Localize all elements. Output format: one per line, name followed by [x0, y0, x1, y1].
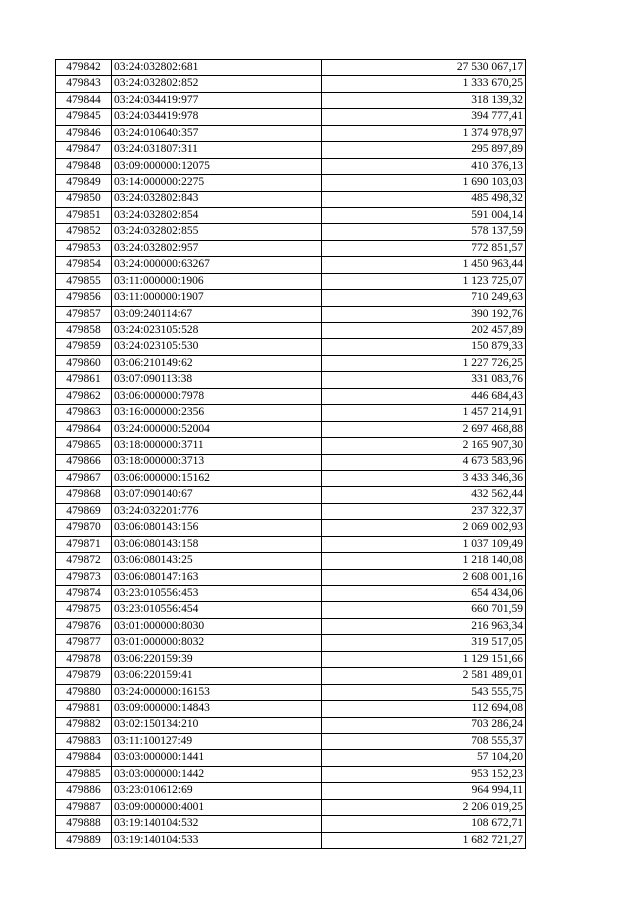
table-row: [56, 224, 526, 240]
cadastral-code-cell: 03:24:000000:16153: [112, 684, 322, 700]
table-row: [56, 109, 526, 125]
amount-cell: 2 165 907,30: [322, 438, 526, 454]
table-row: [56, 832, 526, 848]
table-row: [56, 339, 526, 355]
row-id-cell: 479861: [56, 372, 112, 388]
cadastral-code-cell: 03:06:220159:39: [112, 651, 322, 667]
cadastral-code-cell: 03:18:000000:3713: [112, 454, 322, 470]
cadastral-code-cell: 03:01:000000:8030: [112, 618, 322, 634]
table-row: [56, 240, 526, 256]
amount-cell: 1 123 725,07: [322, 273, 526, 289]
cadastral-code-cell: 03:24:000000:63267: [112, 257, 322, 273]
amount-cell: 2 069 002,93: [322, 520, 526, 536]
amount-cell: 216 963,34: [322, 618, 526, 634]
cadastral-code-cell: 03:06:220159:41: [112, 668, 322, 684]
row-id-cell: 479873: [56, 569, 112, 585]
row-id-cell: 479849: [56, 175, 112, 191]
row-id-cell: 479883: [56, 733, 112, 749]
table-row: [56, 438, 526, 454]
cadastral-code-cell: 03:03:000000:1442: [112, 766, 322, 782]
table-row: [56, 569, 526, 585]
amount-cell: 1 218 140,08: [322, 553, 526, 569]
amount-cell: 1 682 721,27: [322, 832, 526, 848]
table-row: [56, 175, 526, 191]
table-row: [56, 487, 526, 503]
table-row: [56, 355, 526, 371]
cadastral-code-cell: 03:24:031807:311: [112, 142, 322, 158]
table-row: [56, 290, 526, 306]
amount-cell: 591 004,14: [322, 207, 526, 223]
row-id-cell: 479888: [56, 816, 112, 832]
row-id-cell: 479874: [56, 586, 112, 602]
row-id-cell: 479867: [56, 470, 112, 486]
row-id-cell: 479847: [56, 142, 112, 158]
table-row: [56, 503, 526, 519]
table-row: [56, 60, 526, 76]
amount-cell: 27 530 067,17: [322, 60, 526, 76]
amount-cell: 394 777,41: [322, 109, 526, 125]
amount-cell: 1 129 151,66: [322, 651, 526, 667]
cadastral-code-cell: 03:24:032802:854: [112, 207, 322, 223]
cadastral-code-cell: 03:09:000000:14843: [112, 701, 322, 717]
cadastral-code-cell: 03:24:034419:978: [112, 109, 322, 125]
row-id-cell: 479865: [56, 438, 112, 454]
cadastral-code-cell: 03:18:000000:3711: [112, 438, 322, 454]
amount-cell: 237 322,37: [322, 503, 526, 519]
cadastral-code-cell: 03:23:010556:454: [112, 602, 322, 618]
table-row: [56, 388, 526, 404]
row-id-cell: 479854: [56, 257, 112, 273]
cadastral-code-cell: 03:24:032802:843: [112, 191, 322, 207]
table-row: [56, 191, 526, 207]
amount-cell: 108 672,71: [322, 816, 526, 832]
row-id-cell: 479863: [56, 405, 112, 421]
cadastral-code-cell: 03:02:150134:210: [112, 717, 322, 733]
row-id-cell: 479866: [56, 454, 112, 470]
table-row: [56, 306, 526, 322]
cadastral-code-cell: 03:09:000000:4001: [112, 799, 322, 815]
table-row: [56, 766, 526, 782]
row-id-cell: 479855: [56, 273, 112, 289]
row-id-cell: 479878: [56, 651, 112, 667]
table-row: [56, 717, 526, 733]
row-id-cell: 479885: [56, 766, 112, 782]
table-row: [56, 618, 526, 634]
row-id-cell: 479844: [56, 92, 112, 108]
cadastral-code-cell: 03:24:023105:528: [112, 323, 322, 339]
amount-cell: 331 083,76: [322, 372, 526, 388]
amount-cell: 3 433 346,36: [322, 470, 526, 486]
table-row: [56, 323, 526, 339]
row-id-cell: 479856: [56, 290, 112, 306]
table-row: [56, 76, 526, 92]
table-row: [56, 816, 526, 832]
row-id-cell: 479882: [56, 717, 112, 733]
amount-cell: 1 450 963,44: [322, 257, 526, 273]
cadastral-code-cell: 03:24:034419:977: [112, 92, 322, 108]
table-row: [56, 142, 526, 158]
amount-cell: 772 851,57: [322, 240, 526, 256]
row-id-cell: 479880: [56, 684, 112, 700]
cadastral-code-cell: 03:16:000000:2356: [112, 405, 322, 421]
table-row: [56, 750, 526, 766]
row-id-cell: 479860: [56, 355, 112, 371]
row-id-cell: 479879: [56, 668, 112, 684]
row-id-cell: 479875: [56, 602, 112, 618]
amount-cell: 2 206 019,25: [322, 799, 526, 815]
cadastral-code-cell: 03:06:080143:156: [112, 520, 322, 536]
table-row: [56, 602, 526, 618]
amount-cell: 390 192,76: [322, 306, 526, 322]
amount-cell: 4 673 583,96: [322, 454, 526, 470]
row-id-cell: 479846: [56, 125, 112, 141]
row-id-cell: 479872: [56, 553, 112, 569]
amount-cell: 710 249,63: [322, 290, 526, 306]
row-id-cell: 479843: [56, 76, 112, 92]
row-id-cell: 479877: [56, 635, 112, 651]
row-id-cell: 479848: [56, 158, 112, 174]
table-row: [56, 257, 526, 273]
cadastral-code-cell: 03:19:140104:532: [112, 816, 322, 832]
cadastral-code-cell: 03:06:000000:15162: [112, 470, 322, 486]
row-id-cell: 479850: [56, 191, 112, 207]
row-id-cell: 479851: [56, 207, 112, 223]
amount-cell: 1 457 214,91: [322, 405, 526, 421]
amount-cell: 410 376,13: [322, 158, 526, 174]
row-id-cell: 479864: [56, 421, 112, 437]
amount-cell: 2 608 001,16: [322, 569, 526, 585]
cadastral-code-cell: 03:24:023105:530: [112, 339, 322, 355]
cadastral-code-cell: 03:11:000000:1907: [112, 290, 322, 306]
row-id-cell: 479887: [56, 799, 112, 815]
table-row: [56, 701, 526, 717]
row-id-cell: 479884: [56, 750, 112, 766]
table-row: [56, 668, 526, 684]
cadastral-code-cell: 03:24:032201:776: [112, 503, 322, 519]
cadastral-code-cell: 03:06:210149:62: [112, 355, 322, 371]
amount-cell: 1 333 670,25: [322, 76, 526, 92]
registry-table: [55, 59, 526, 849]
row-id-cell: 479862: [56, 388, 112, 404]
cadastral-code-cell: 03:07:090140:67: [112, 487, 322, 503]
table-row: [56, 470, 526, 486]
table-row: [56, 586, 526, 602]
table-row: [56, 421, 526, 437]
row-id-cell: 479876: [56, 618, 112, 634]
table-row: [56, 372, 526, 388]
row-id-cell: 479886: [56, 783, 112, 799]
row-id-cell: 479857: [56, 306, 112, 322]
amount-cell: 432 562,44: [322, 487, 526, 503]
amount-cell: 319 517,05: [322, 635, 526, 651]
registry-table-body: [56, 60, 526, 849]
cadastral-code-cell: 03:01:000000:8032: [112, 635, 322, 651]
cadastral-code-cell: 03:06:000000:7978: [112, 388, 322, 404]
cadastral-code-cell: 03:09:000000:12075: [112, 158, 322, 174]
amount-cell: 964 994,11: [322, 783, 526, 799]
amount-cell: 57 104,20: [322, 750, 526, 766]
table-row: [56, 273, 526, 289]
table-row: [56, 92, 526, 108]
row-id-cell: 479852: [56, 224, 112, 240]
amount-cell: 318 139,32: [322, 92, 526, 108]
row-id-cell: 479889: [56, 832, 112, 848]
amount-cell: 202 457,89: [322, 323, 526, 339]
cadastral-code-cell: 03:06:080143:25: [112, 553, 322, 569]
table-row: [56, 783, 526, 799]
row-id-cell: 479842: [56, 60, 112, 76]
cadastral-code-cell: 03:23:010556:453: [112, 586, 322, 602]
row-id-cell: 479858: [56, 323, 112, 339]
row-id-cell: 479869: [56, 503, 112, 519]
amount-cell: 485 498,32: [322, 191, 526, 207]
table-row: [56, 454, 526, 470]
row-id-cell: 479871: [56, 536, 112, 552]
amount-cell: 446 684,43: [322, 388, 526, 404]
amount-cell: 1 374 978,97: [322, 125, 526, 141]
amount-cell: 1 227 726,25: [322, 355, 526, 371]
cadastral-code-cell: 03:24:000000:52004: [112, 421, 322, 437]
cadastral-code-cell: 03:24:010640:357: [112, 125, 322, 141]
cadastral-code-cell: 03:11:100127:49: [112, 733, 322, 749]
table-row: [56, 536, 526, 552]
table-row: [56, 799, 526, 815]
cadastral-code-cell: 03:24:032802:681: [112, 60, 322, 76]
table-row: [56, 635, 526, 651]
row-id-cell: 479881: [56, 701, 112, 717]
cadastral-code-cell: 03:19:140104:533: [112, 832, 322, 848]
table-row: [56, 553, 526, 569]
table-row: [56, 733, 526, 749]
amount-cell: 543 555,75: [322, 684, 526, 700]
cadastral-code-cell: 03:06:080143:158: [112, 536, 322, 552]
cadastral-code-cell: 03:09:240114:67: [112, 306, 322, 322]
cadastral-code-cell: 03:14:000000:2275: [112, 175, 322, 191]
cadastral-code-cell: 03:24:032802:855: [112, 224, 322, 240]
amount-cell: 953 152,23: [322, 766, 526, 782]
amount-cell: 660 701,59: [322, 602, 526, 618]
table-row: [56, 684, 526, 700]
row-id-cell: 479859: [56, 339, 112, 355]
amount-cell: 150 879,33: [322, 339, 526, 355]
amount-cell: 2 697 468,88: [322, 421, 526, 437]
amount-cell: 112 694,08: [322, 701, 526, 717]
row-id-cell: 479845: [56, 109, 112, 125]
table-row: [56, 405, 526, 421]
amount-cell: 578 137,59: [322, 224, 526, 240]
amount-cell: 654 434,06: [322, 586, 526, 602]
row-id-cell: 479853: [56, 240, 112, 256]
amount-cell: 1 037 109,49: [322, 536, 526, 552]
amount-cell: 1 690 103,03: [322, 175, 526, 191]
cadastral-code-cell: 03:24:032802:957: [112, 240, 322, 256]
amount-cell: 2 581 489,01: [322, 668, 526, 684]
amount-cell: 703 286,24: [322, 717, 526, 733]
cadastral-code-cell: 03:07:090113:38: [112, 372, 322, 388]
table-row: [56, 651, 526, 667]
row-id-cell: 479868: [56, 487, 112, 503]
table-row: [56, 207, 526, 223]
row-id-cell: 479870: [56, 520, 112, 536]
table-row: [56, 158, 526, 174]
table-row: [56, 520, 526, 536]
table-row: [56, 125, 526, 141]
amount-cell: 708 555,37: [322, 733, 526, 749]
cadastral-code-cell: 03:11:000000:1906: [112, 273, 322, 289]
cadastral-code-cell: 03:24:032802:852: [112, 76, 322, 92]
cadastral-code-cell: 03:23:010612:69: [112, 783, 322, 799]
cadastral-code-cell: 03:06:080147:163: [112, 569, 322, 585]
amount-cell: 295 897,89: [322, 142, 526, 158]
cadastral-code-cell: 03:03:000000:1441: [112, 750, 322, 766]
